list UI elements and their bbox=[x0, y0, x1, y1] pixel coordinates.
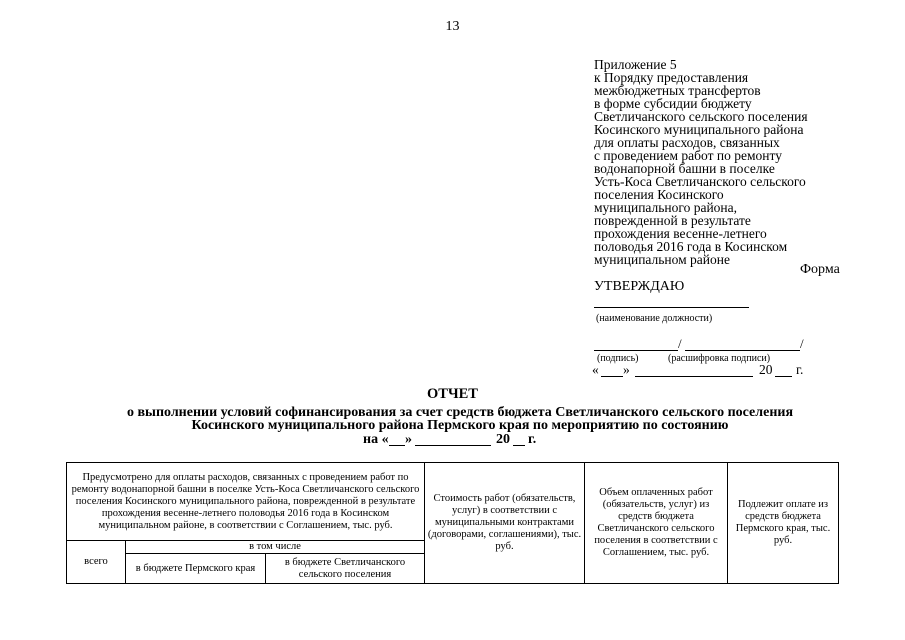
form-label: Форма bbox=[800, 262, 840, 277]
day-line bbox=[601, 376, 623, 377]
report-day-line bbox=[389, 445, 405, 446]
signature-line bbox=[594, 350, 678, 351]
report-year-suffix: г. bbox=[528, 432, 537, 447]
position-caption: (наименование должности) bbox=[596, 313, 713, 324]
report-year-line bbox=[513, 445, 525, 446]
including-header: в том числе bbox=[126, 541, 425, 554]
total-header: всего bbox=[67, 541, 126, 584]
appendix-line: для оплаты расходов, связанных bbox=[594, 135, 780, 150]
to-pay-header: Подлежит оплате из средств бюджета Пермского края, тыс. руб. bbox=[728, 463, 839, 584]
paid-volume-header: Объем оплаченных работ (обязательств, услуг) из средств бюджета Светличанского сельского поселения в соответствии с Соглашением, тыс. руб. bbox=[585, 463, 728, 584]
appendix-line: с проведением работ по ремонту bbox=[594, 148, 782, 163]
appendix-line: поврежденной в результате bbox=[594, 213, 751, 228]
report-subtitle-line: Косинского муниципального района Пермского края по мероприятию по состоянию bbox=[191, 418, 729, 433]
report-date-prefix: на « bbox=[363, 432, 389, 447]
report-year-prefix: 20 bbox=[496, 432, 510, 447]
year-prefix: 20 bbox=[759, 362, 773, 377]
month-line bbox=[635, 376, 753, 377]
planned-header: Предусмотрено для оплаты расходов, связанных с проведением работ по ремонту водонапорной башни в поселке Усть-Коса Светличанского сельского поселения Косинского муниципального района, поврежденной в результате прохождения весенне-летнего половодья 2016 года в Косинском муниципальном районе, в соответствии с Соглашением, тыс. руб. bbox=[67, 463, 425, 541]
perm-budget-header: в бюджете Пермского края bbox=[126, 554, 266, 584]
appendix-line: прохождения весенне-летнего bbox=[594, 226, 767, 241]
date-open-quote: « bbox=[592, 362, 599, 377]
appendix-line: Светличанского сельского поселения bbox=[594, 109, 808, 124]
appendix-line: межбюджетных трансфертов bbox=[594, 83, 761, 98]
year-line bbox=[775, 376, 792, 377]
report-title: ОТЧЕТ bbox=[427, 386, 478, 402]
report-date-close: » bbox=[405, 432, 412, 447]
transcript-slash: / bbox=[800, 336, 804, 351]
appendix-line: муниципальном районе bbox=[594, 252, 730, 267]
report-subtitle bbox=[60, 406, 860, 432]
report-month-line bbox=[415, 445, 491, 446]
report-subtitle-line: о выполнении условий софинансирования за счет средств бюджета Светличанского сельского поселения bbox=[126, 405, 794, 420]
approval-heading: УТВЕРЖДАЮ bbox=[594, 279, 685, 294]
signature-caption: (подпись) bbox=[597, 353, 639, 364]
year-suffix: г. bbox=[796, 362, 804, 377]
works-cost-header: Стоимость работ (обязательств, услуг) в соответствии с муниципальными контрактами (договорами, соглашениями), тыс. руб. bbox=[425, 463, 585, 584]
appendix-line: к Порядку предоставления bbox=[594, 70, 749, 85]
svetl-budget-header: в бюджете Светличанского сельского поселения bbox=[266, 554, 425, 584]
appendix-line: поселения Косинского bbox=[594, 187, 724, 202]
transcript-line bbox=[685, 350, 800, 351]
appendix-block bbox=[594, 58, 854, 266]
position-line bbox=[594, 307, 749, 308]
signature-slash: / bbox=[678, 336, 682, 351]
date-close-quote: » bbox=[623, 362, 630, 377]
appendix-line: водонапорной башни в поселке bbox=[594, 161, 775, 176]
appendix-line: муниципального района, bbox=[594, 200, 738, 215]
appendix-line: Приложение 5 bbox=[594, 57, 677, 72]
appendix-line: Усть-Коса Светличанского сельского bbox=[594, 174, 806, 189]
appendix-line: Косинского муниципального района bbox=[594, 122, 804, 137]
appendix-line: половодья 2016 года в Косинском bbox=[594, 239, 788, 254]
report-table bbox=[66, 462, 839, 584]
page-number: 13 bbox=[445, 19, 460, 34]
transcript-caption: (расшифровка подписи) bbox=[668, 353, 771, 364]
appendix-line: в форме субсидии бюджету bbox=[594, 96, 752, 111]
